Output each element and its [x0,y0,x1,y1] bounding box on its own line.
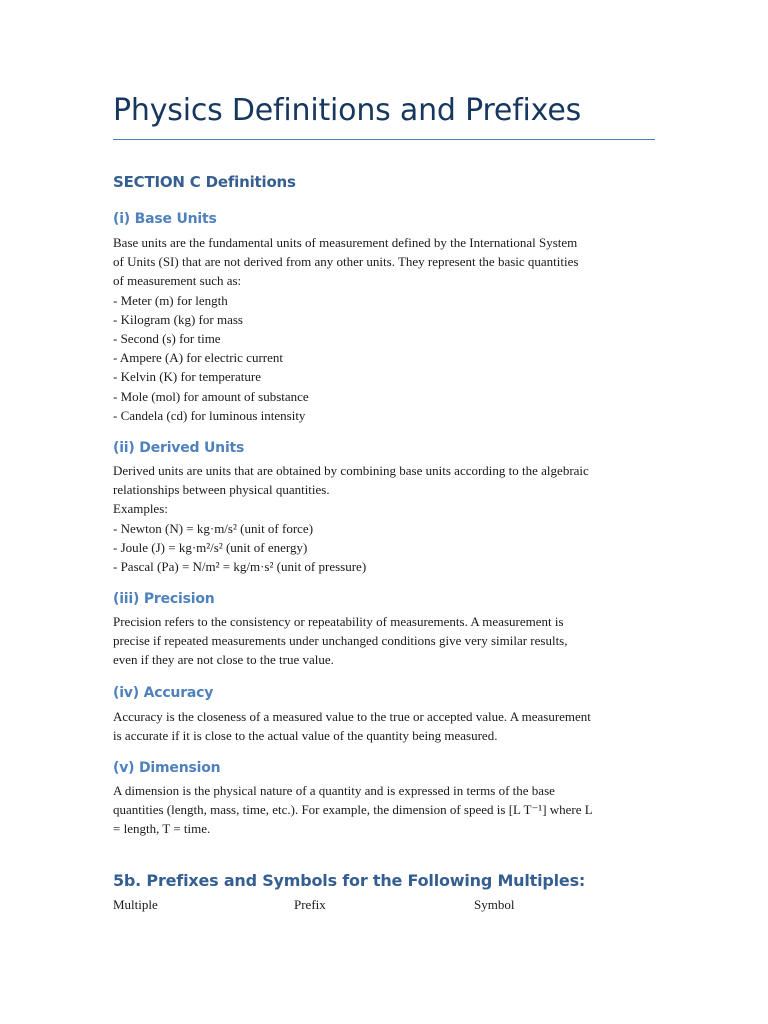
dimension-line: quantities (length, mass, time, etc.). For example, the dimension of speed is [L T⁻¹] where L [113,802,593,818]
derived-units-line: - Pascal (Pa) = N/m² = kg/m·s² (unit of pressure) [113,559,367,575]
column-header-multiple: Multiple [113,897,158,912]
base-units-line: - Kilogram (kg) for mass [113,311,243,327]
accuracy-heading: (iv) Accuracy [113,685,214,701]
column-header-prefix: Prefix [294,897,326,912]
base-units-body [113,233,661,425]
document-title: Physics Definitions and Prefixes [113,93,582,128]
derived-units-line: relationships between physical quantities. [113,482,330,498]
title-underline [113,139,655,140]
base-units-line: - Kelvin (K) for temperature [113,369,261,385]
base-units-line: - Second (s) for time [113,331,221,347]
precision-body [113,612,661,670]
base-units-line: Base units are the fundamental units of measurement defined by the International System [113,235,578,250]
derived-units-body [113,461,661,576]
dimension-body [113,781,661,839]
base-units-line: of measurement such as: [113,273,242,289]
precision-line: even if they are not close to the true value. [113,652,334,668]
base-units-line: - Meter (m) for length [113,292,228,308]
derived-units-line: - Newton (N) = kg·m/s² (unit of force) [113,520,314,536]
precision-heading: (iii) Precision [113,591,215,607]
base-units-line: - Mole (mol) for amount of substance [113,388,309,404]
dimension-line: A dimension is the physical nature of a quantity and is expressed in terms of the base [113,783,555,798]
base-units-heading: (i) Base Units [113,211,217,227]
accuracy-line: Accuracy is the closeness of a measured value to the true or accepted value. A measurement [113,709,591,724]
derived-units-line: Examples: [113,501,168,517]
dimension-line: = length, T = time. [113,821,211,837]
precision-line: Precision refers to the consistency or repeatability of measurements. A measurement is [113,614,564,629]
dimension-heading: (v) Dimension [113,760,221,776]
base-units-line: of Units (SI) that are not derived from any other units. They represent the basic quantities [113,254,579,270]
prefixes-heading: 5b. Prefixes and Symbols for the Following Multiples: [113,871,586,890]
section-heading: SECTION C Definitions [113,173,296,191]
derived-units-line: Derived units are units that are obtained by combining base units according to the algebraic [113,463,589,478]
derived-units-heading: (ii) Derived Units [113,440,245,456]
base-units-line: - Ampere (A) for electric current [113,350,283,366]
base-units-line: - Candela (cd) for luminous intensity [113,407,306,423]
accuracy-body [113,707,661,745]
column-header-symbol: Symbol [474,897,515,912]
precision-line: precise if repeated measurements under unchanged conditions give very similar results, [113,633,568,649]
accuracy-line: is accurate if it is close to the actual value of the quantity being measured. [113,728,498,744]
derived-units-line: - Joule (J) = kg·m²/s² (unit of energy) [113,539,308,555]
